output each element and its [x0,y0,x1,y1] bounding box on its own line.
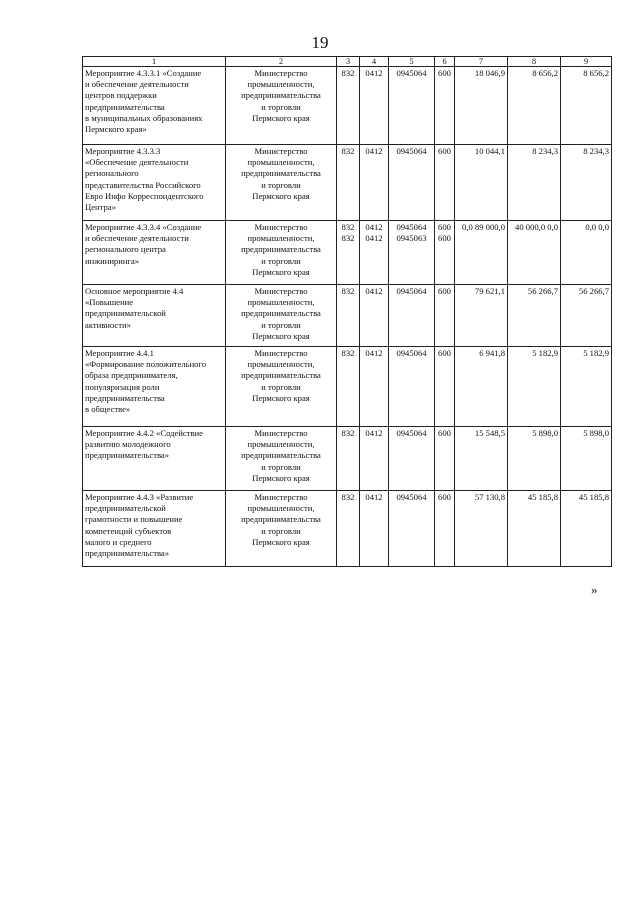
cell-text-line: 5 898,0 [532,428,558,438]
cell-text-line: 5 182,9 [532,348,558,358]
amount-col7-cell [455,145,508,221]
amount-col9-cell [561,491,612,567]
cell-text-line: и торговли [261,319,301,330]
column-header: 7 [455,57,508,67]
admin-code-cell [337,347,360,427]
cell-text-line: Министерство [254,492,308,502]
cell-text-line: предпринимательства [241,308,321,319]
cell-text-line: и торговли [261,461,301,472]
cell-text-line: 600 [438,222,451,232]
cell-text-line: Пермского края [252,330,310,341]
cell-text-line: грамотности и повышение [85,514,183,525]
cell-text-line: регионального [85,168,139,179]
row-name-cell [83,67,226,145]
cell-text-line: 57 130,8 [474,492,505,502]
cell-text-line: 0412 [365,348,383,358]
amount-col7-cell [455,491,508,567]
section-code-cell [360,347,389,427]
target-article-cell [389,221,435,285]
cell-text-line: малого и среднего [85,536,152,547]
responsible-org-cell [226,427,337,491]
amount-col8-cell [508,491,561,567]
table-row [83,347,612,427]
cell-text-line: центров поддержки [85,90,157,101]
table-body [83,67,612,567]
cell-text-line: 8 234,3 [532,146,558,156]
cell-text-line: 56 266,7 [578,286,609,296]
cell-text-line: в обществе» [85,404,131,415]
cell-text-line: 6 941,8 [479,348,505,358]
amount-col9-cell [561,67,612,145]
cell-text-line: популяризация роли [85,381,160,392]
cell-text-line: Пермского края [252,112,310,123]
cell-text-line: и торговли [261,101,301,112]
cell-text-line: Мероприятие 4.4.1 [85,348,154,358]
cell-text-line: 10 044,1 [474,146,505,156]
cell-text-line: активности» [85,319,131,330]
section-code-cell [360,221,389,285]
cell-text-line: промышленности, [247,233,315,244]
cell-text-line: 15 548,5 [474,428,505,438]
row-name-cell [83,221,226,285]
cell-text-line: 600 [438,68,451,78]
cell-text-line: предпринимательской [85,308,166,319]
cell-text-line: Основное мероприятие 4.4 [85,286,184,296]
cell-text-line: 832 [341,428,355,438]
cell-text-line: Министерство [254,286,308,296]
cell-text-line: предпринимательства [241,90,321,101]
amount-col7-cell [455,347,508,427]
table-header-row [83,57,612,67]
cell-text-line: 600 [438,348,451,358]
cell-text-line: Министерство [254,428,308,438]
section-code-cell [360,427,389,491]
responsible-org-cell [226,347,337,427]
amount-col9-cell [561,285,612,347]
amount-col9-cell [561,347,612,427]
cell-text-line: предпринимательства [241,370,321,381]
expense-type-cell [435,145,455,221]
cell-text-line: 600 [438,233,451,244]
expense-type-cell [435,285,455,347]
table-row [83,145,612,221]
row-name-cell [83,427,226,491]
cell-text-line: 0945064 [396,492,427,502]
table-row [83,285,612,347]
cell-text-line: промышленности, [247,503,315,514]
cell-text-line: промышленности, [247,157,315,168]
cell-text-line: Министерство [254,146,308,156]
cell-text-line: промышленности, [247,297,315,308]
amount-col9-cell [561,427,612,491]
cell-text-line: 0945064 [396,348,427,358]
cell-text-line: предпринимательства [241,168,321,179]
column-header: 5 [389,57,435,67]
cell-text-line: «Формирование положительного [85,359,207,370]
column-header: 9 [561,57,612,67]
target-article-cell [389,285,435,347]
cell-text-line: промышленности, [247,79,315,90]
admin-code-cell [337,67,360,145]
row-name-cell [83,145,226,221]
cell-text-line: Пермского края [252,190,310,201]
table-row [83,427,612,491]
cell-text-line: и торговли [261,179,301,190]
cell-text-line: предпринимательства [241,450,321,461]
section-code-cell [360,491,389,567]
cell-text-line: 600 [438,428,451,438]
cell-text-line: промышленности, [247,439,315,450]
column-header: 3 [337,57,360,67]
cell-text-line: 0412 [365,68,383,78]
cell-text-line: Мероприятие 4.3.3.4 «Создание [85,222,202,232]
target-article-cell [389,145,435,221]
cell-text-line: 56 266,7 [527,286,558,296]
end-quote-mark: » [591,582,598,597]
admin-code-cell [337,285,360,347]
cell-text-line: предпринимательства [241,244,321,255]
cell-text-line: 832 [341,233,355,244]
amount-col7-cell [455,285,508,347]
expense-type-cell [435,67,455,145]
expense-type-cell [435,427,455,491]
cell-text-line: 0945064 [396,222,427,232]
column-header: 1 [83,57,226,67]
cell-text-line: 5 898,0 [583,428,609,438]
cell-text-line: и торговли [261,381,301,392]
row-name-cell [83,347,226,427]
column-header: 4 [360,57,389,67]
amount-col8-cell [508,67,561,145]
budget-table [82,56,612,567]
row-name-cell [83,285,226,347]
cell-text-line: предпринимательства [241,514,321,525]
cell-text-line: «Повышение [85,297,134,308]
cell-text-line: 79 621,1 [474,286,505,296]
table-row [83,67,612,145]
expense-type-cell [435,221,455,285]
cell-text-line: Пермского края [252,472,310,483]
cell-text-line: 0945064 [396,286,427,296]
cell-text-line: 8 656,2 [532,68,558,78]
target-article-cell [389,347,435,427]
cell-text-line: 600 [438,492,451,502]
amount-col8-cell [508,145,561,221]
cell-text-line: и торговли [261,525,301,536]
cell-text-line: предпринимательства [85,392,165,403]
cell-text-line: в муниципальных образованиях [85,112,203,123]
target-article-cell [389,491,435,567]
amount-col8-cell [508,427,561,491]
cell-text-line: промышленности, [247,359,315,370]
responsible-org-cell [226,67,337,145]
expense-type-cell [435,347,455,427]
expense-type-cell [435,491,455,567]
cell-text-line: Пермского края [252,536,310,547]
cell-text-line: компетенций субъектов [85,525,172,536]
cell-text-line: 0412 [365,428,383,438]
cell-text-line: 0,0 89 000,0 [462,222,505,232]
cell-text-line: Пермского края» [85,124,147,135]
cell-text-line: 0945064 [396,146,427,156]
table-row [83,221,612,285]
cell-text-line: Министерство [254,348,308,358]
cell-text-line: 45 185,8 [578,492,609,502]
admin-code-cell [337,427,360,491]
cell-text-line: и торговли [261,255,301,266]
responsible-org-cell [226,285,337,347]
amount-col8-cell [508,285,561,347]
cell-text-line: Мероприятие 4.3.3.1 «Создание [85,68,202,78]
cell-text-line: 0412 [365,492,383,502]
cell-text-line: 0945064 [396,68,427,78]
amount-col8-cell [508,347,561,427]
cell-text-line: развитию молодежного [85,439,171,450]
amount-col9-cell [561,145,612,221]
cell-text-line: Мероприятие 4.3.3.3 [85,146,161,156]
cell-text-line: 832 [341,222,355,232]
amount-col7-cell [455,427,508,491]
table-row [83,491,612,567]
section-code-cell [360,145,389,221]
cell-text-line: 8 234,3 [583,146,609,156]
cell-text-line: 600 [438,286,451,296]
cell-text-line: и обеспечение деятельности [85,79,189,90]
cell-text-line: инжиниринга» [85,255,140,266]
cell-text-line: 0412 [365,233,383,244]
cell-text-line: и обеспечение деятельности [85,233,189,244]
amount-col7-cell [455,67,508,145]
row-name-cell [83,491,226,567]
page-number: 19 [311,33,329,52]
cell-text-line: образа предпринимателя, [85,370,178,381]
cell-text-line: регионального центра [85,244,166,255]
responsible-org-cell [226,221,337,285]
admin-code-cell [337,491,360,567]
admin-code-cell [337,221,360,285]
cell-text-line: 40 000,0 0,0 [515,222,558,232]
admin-code-cell [337,145,360,221]
cell-text-line: Евро Инфо Корреспондентского [85,190,204,201]
column-header: 8 [508,57,561,67]
cell-text-line: предпринимательства» [85,450,170,461]
cell-text-line: 0412 [365,222,383,232]
section-code-cell [360,285,389,347]
cell-text-line: Мероприятие 4.4.2 «Содействие [85,428,203,438]
responsible-org-cell [226,491,337,567]
cell-text-line: 0945064 [396,428,427,438]
responsible-org-cell [226,145,337,221]
cell-text-line: Пермского края [252,392,310,403]
cell-text-line: 0,0 0,0 [585,222,609,232]
cell-text-line: предпринимательства» [85,548,170,559]
cell-text-line: 832 [341,146,355,156]
target-article-cell [389,67,435,145]
cell-text-line: «Обеспечение деятельности [85,157,189,168]
section-code-cell [360,67,389,145]
cell-text-line: 5 182,9 [583,348,609,358]
cell-text-line: предпринимательства [85,101,165,112]
cell-text-line: Мероприятие 4.4.3 «Развитие [85,492,194,502]
cell-text-line: Пермского края [252,266,310,277]
cell-text-line: 8 656,2 [583,68,609,78]
cell-text-line: 832 [341,492,355,502]
cell-text-line: 0945063 [396,233,427,244]
column-header: 2 [226,57,337,67]
cell-text-line: 18 046,9 [474,68,505,78]
cell-text-line: представительства Российского [85,179,201,190]
cell-text-line: 0412 [365,146,383,156]
cell-text-line: предпринимательской [85,503,166,514]
cell-text-line: 45 185,8 [527,492,558,502]
amount-col8-cell [508,221,561,285]
target-article-cell [389,427,435,491]
cell-text-line: Министерство [254,68,308,78]
cell-text-line: Министерство [254,222,308,232]
amount-col7-cell [455,221,508,285]
cell-text-line: Центра» [85,202,116,213]
amount-col9-cell [561,221,612,285]
column-header: 6 [435,57,455,67]
cell-text-line: 832 [341,68,355,78]
cell-text-line: 600 [438,146,451,156]
cell-text-line: 832 [341,286,355,296]
cell-text-line: 0412 [365,286,383,296]
cell-text-line: 832 [341,348,355,358]
